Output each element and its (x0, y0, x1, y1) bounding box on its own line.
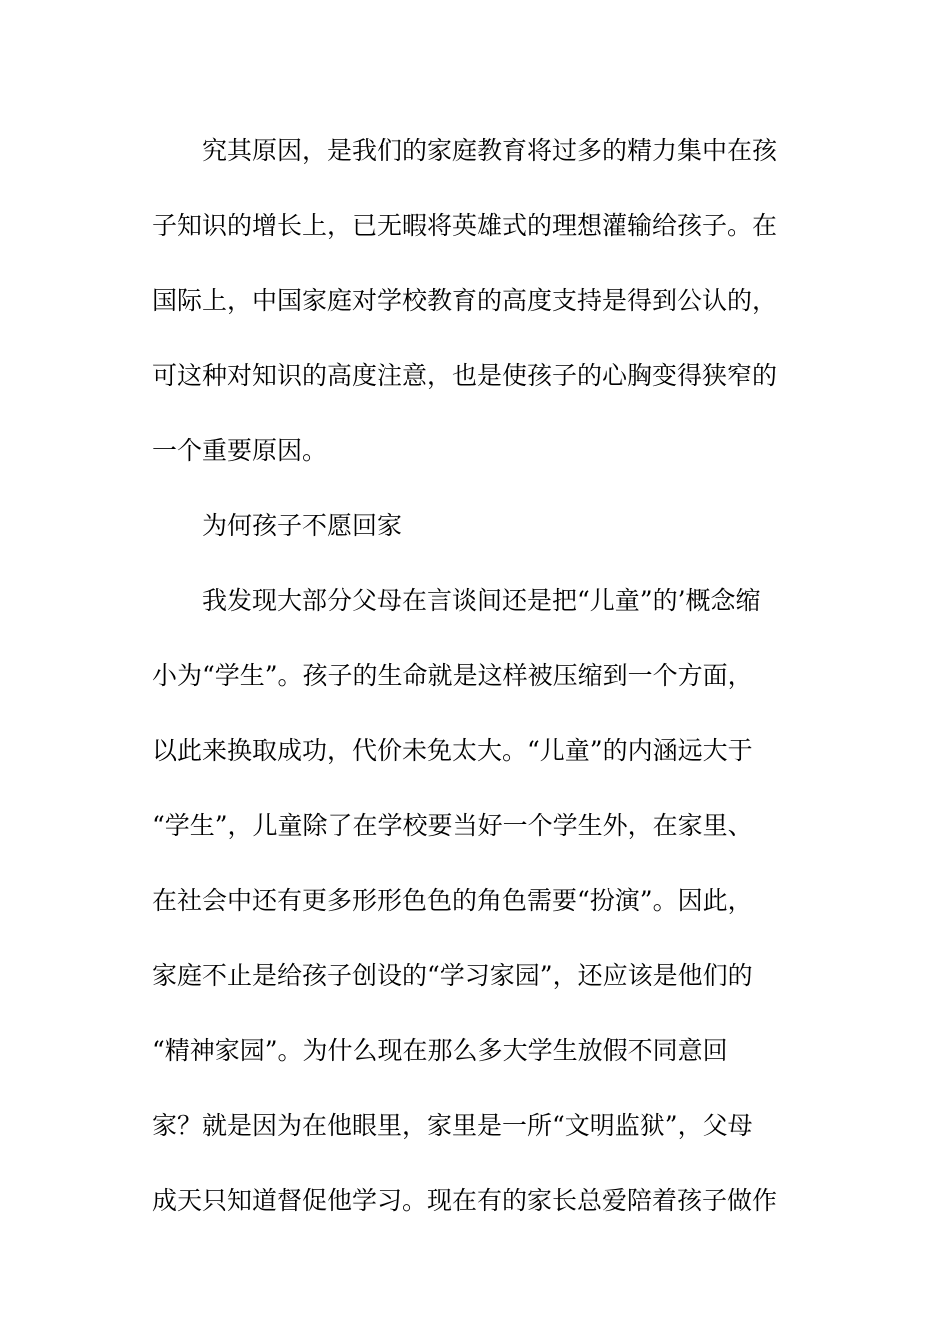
paragraph-line: 以此来换取成功，代价未免太大。“儿童”的内涵远大于 (152, 736, 753, 765)
paragraph-line: 可这种对知识的高度注意，也是使孩子的心胸变得狭窄的 (152, 361, 778, 390)
paragraph-line: 究其原因，是我们的家庭教育将过多的精力集中在孩 (202, 136, 778, 165)
section-heading: 为何孩子不愿回家 (202, 511, 403, 540)
paragraph-line: 子知识的增长上，已无暇将英雄式的理想灌输给孩子。在 (152, 211, 778, 240)
paragraph-line: “学生”，儿童除了在学校要当好一个学生外，在家里、 (152, 811, 753, 840)
paragraph-line: 一个重要原因。 (152, 436, 328, 465)
paragraph-line: 小为“学生”。孩子的生命就是这样被压缩到一个方面， (152, 661, 753, 690)
paragraph-line: 家庭不止是给孩子创设的“学习家园”，还应该是他们的 (152, 961, 753, 990)
paragraph-line: 我发现大部分父母在言谈间还是把“儿童”的’概念缩 (202, 586, 761, 615)
paragraph-line: 家？就是因为在他眼里，家里是一所“文明监狱”，父母 (152, 1111, 753, 1140)
paragraph-line: 成天只知道督促他学习。现在有的家长总爱陪着孩子做作 (152, 1186, 778, 1215)
paragraph-line: 国际上，中国家庭对学校教育的高度支持是得到公认的， (152, 286, 778, 315)
paragraph-line: “精神家园”。为什么现在那么多大学生放假不同意回 (152, 1036, 728, 1065)
paragraph-line: 在社会中还有更多形形色色的角色需要“扮演”。因此， (152, 886, 753, 915)
